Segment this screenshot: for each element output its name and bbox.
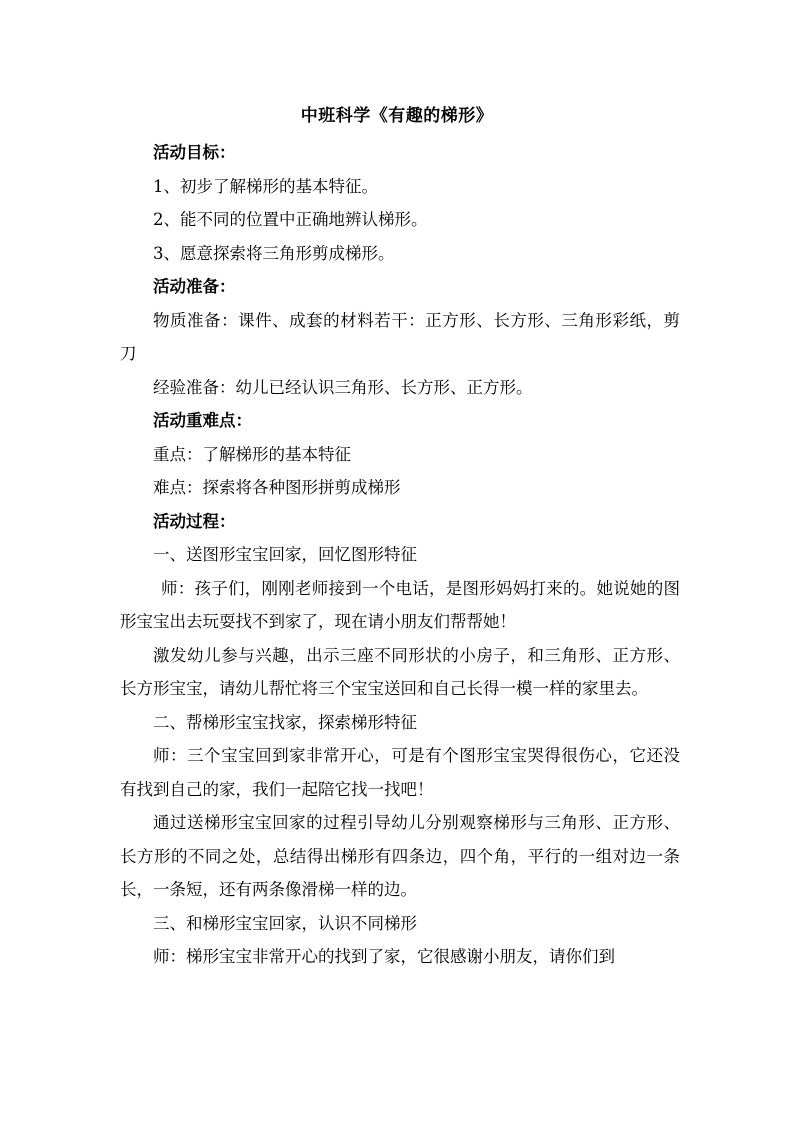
step1-teacher: 师：孩子们，刚刚老师接到一个电话，是图形妈妈打来的。她说她的图形宝宝出去玩耍找不到家了，现在请小朋友们帮帮她！ [120, 578, 680, 631]
step2-desc: 通过送梯形宝宝回家的过程引导幼儿分别观察梯形与三角形、正方形、长方形的不同之处，总结得出梯形有四条边，四个角，平行的一组对边一条长，一条短，还有两条像滑梯一样的边。 [120, 813, 680, 899]
key-point: 重点：了解梯形的基本特征 [153, 444, 351, 464]
step3-title: 三、和梯形宝宝回家，认识不同梯形 [153, 913, 417, 933]
goal-item: 1、初步了解梯形的基本特征。 [153, 176, 378, 196]
step1-desc: 激发幼儿参与兴趣，出示三座不同形状的小房子，和三角形、正方形、长方形宝宝，请幼儿帮忙将三个宝宝送回和自己长得一模一样的家里去。 [120, 645, 680, 698]
prep-experience: 经验准备：幼儿已经认识三角形、长方形、正方形。 [153, 377, 533, 397]
prep-material: 物质准备：课件、成套的材料若干：正方形、长方形、三角形彩纸，剪刀 [120, 310, 680, 363]
step2-teacher: 师：三个宝宝回到家非常开心，可是有个图形宝宝哭得很伤心，它还没有找到自己的家，我们一起陪它找一找吧！ [120, 746, 680, 799]
goals-heading: 活动目标： [153, 143, 236, 162]
difficulty-point: 难点：探索将各种图形拼剪成梯形 [153, 478, 401, 497]
step3-teacher: 师：梯形宝宝非常开心的找到了家，它很感谢小朋友，请你们到 [153, 947, 615, 966]
document-title: 中班科学《有趣的梯形》 [300, 106, 494, 126]
goal-item: 3、愿意探索将三角形剪成梯形。 [153, 243, 395, 263]
step1-title: 一、送图形宝宝回家，回忆图形特征 [153, 545, 417, 564]
process-heading: 活动过程： [153, 511, 236, 531]
document-body [120, 136, 680, 974]
prep-heading: 活动准备： [153, 277, 236, 296]
goal-item: 2、能不同的位置中正确地辨认梯形。 [153, 210, 428, 229]
step2-title: 二、帮梯形宝宝找家，探索梯形特征 [153, 712, 417, 732]
key-heading: 活动重难点： [153, 411, 252, 430]
